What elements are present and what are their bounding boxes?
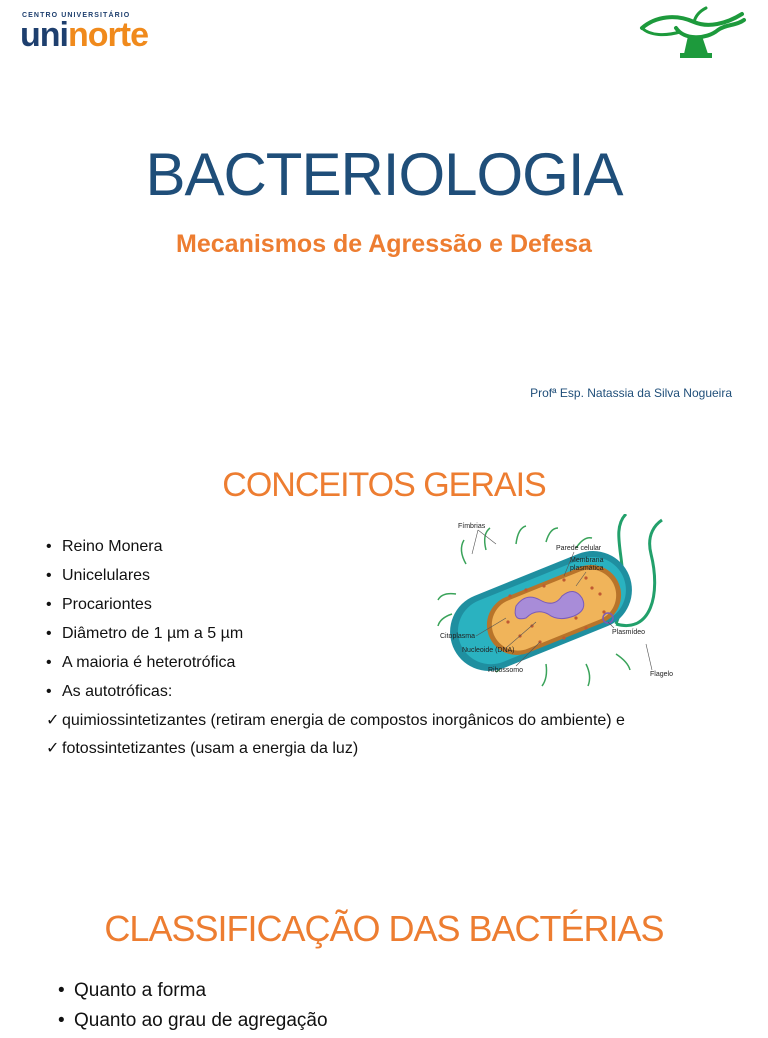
svg-text:Parede celular: Parede celular xyxy=(556,545,602,552)
page-title: BACTERIOLOGIA xyxy=(145,141,623,208)
list-item: • A maioria é heterotrófica xyxy=(46,654,236,671)
list-item: • Diâmetro de 1 µm a 5 µm xyxy=(46,625,244,642)
check-item: ✓ fotossintetizantes (usam a energia da luz) xyxy=(46,740,359,757)
section-title: CLASSIFICAÇÃO DAS BACTÉRIAS xyxy=(104,908,664,949)
logo-caption: CENTRO UNIVERSITÁRIO xyxy=(22,12,131,19)
list-item: • Quanto a forma xyxy=(58,980,207,1001)
list-item: • Reino Monera xyxy=(46,538,163,555)
svg-text:Flagelo: Flagelo xyxy=(650,671,673,678)
bacteria-diagram xyxy=(436,514,686,699)
check-icon: ✓ xyxy=(46,740,60,757)
svg-text:Plasmídeo: Plasmídeo xyxy=(612,629,646,636)
bullet-list xyxy=(58,978,328,1038)
list-item: • Procariontes xyxy=(46,596,152,613)
list-item: • Quanto ao grau de agregação xyxy=(58,1010,328,1031)
svg-text:Fímbrias: Fímbrias xyxy=(458,523,486,530)
check-item: ✓ quimiossintetizantes (retiram energia de compostos inorgânicos do ambiente) e xyxy=(46,712,625,729)
uninorte-logo xyxy=(20,12,148,54)
svg-text:Citoplasma: Citoplasma xyxy=(440,633,476,640)
logo-uni-text: uni xyxy=(20,16,68,54)
classification-slide xyxy=(0,880,768,1031)
section-title: CONCEITOS GERAIS xyxy=(222,466,546,504)
page-subtitle: Mecanismos de Agressão e Defesa xyxy=(176,230,592,258)
lamp-logo-icon xyxy=(636,6,748,62)
list-item: • As autotróficas: xyxy=(46,683,173,700)
title-slide xyxy=(0,0,768,420)
svg-text:plasmática: plasmática xyxy=(570,565,604,572)
bullet-list xyxy=(46,536,243,710)
svg-text:Nucleoide (DNA): Nucleoide (DNA) xyxy=(462,647,515,654)
svg-text:Ribossomo: Ribossomo xyxy=(488,667,524,674)
logo-norte-text: norte xyxy=(67,16,148,54)
concepts-slide xyxy=(0,440,768,820)
list-item: • Unicelulares xyxy=(46,567,151,584)
author-credit: Profª Esp. Natassia da Silva Nogueira xyxy=(530,386,732,400)
svg-text:Membrana: Membrana xyxy=(570,557,604,564)
check-icon: ✓ xyxy=(46,712,60,729)
